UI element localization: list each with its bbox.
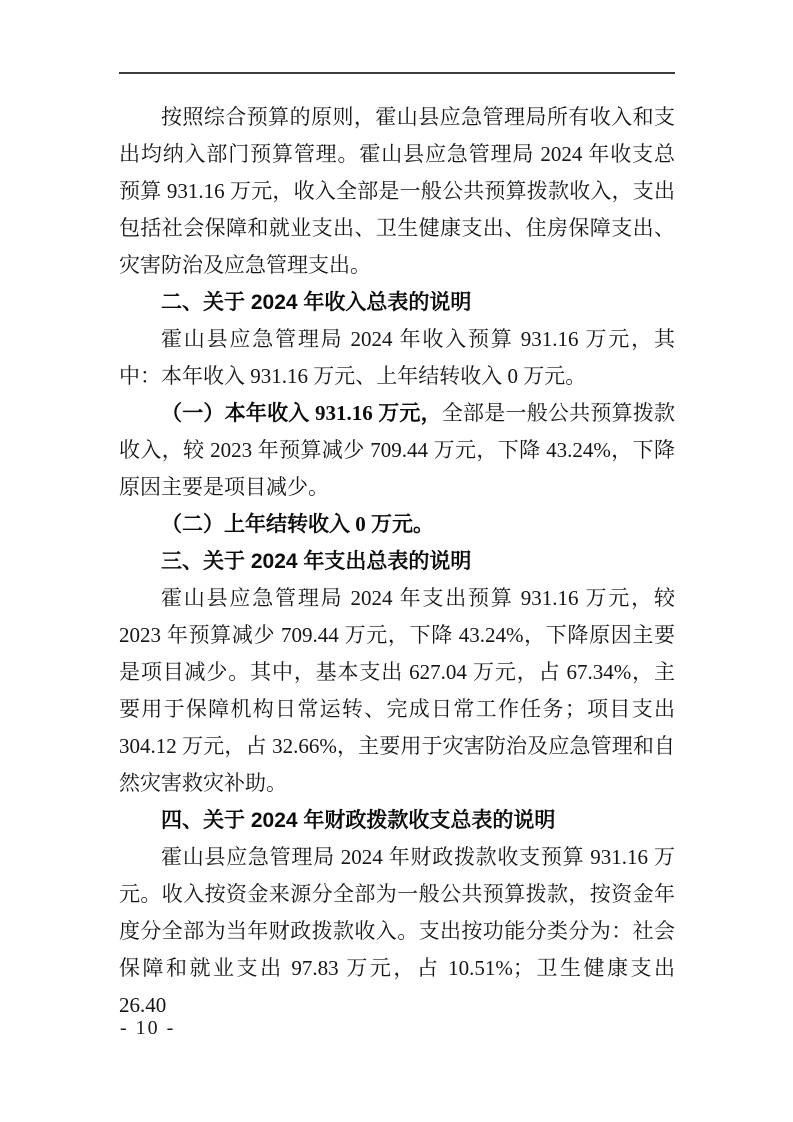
paragraph-current-year-income bbox=[119, 395, 675, 506]
paragraph-current-year-income-lead: （一）本年收入 931.16 万元， bbox=[161, 401, 442, 425]
document-body bbox=[119, 99, 675, 1024]
paragraph-fiscal-appropriation: 霍山县应急管理局 2024 年财政拨款收支预算 931.16 万元。收入按资金来源分全部为一般公共预算拨款，按资金年度分全部为当年财政拨款收入。支出按功能分类分为：社会保障和就业支出 97.83 万元，占 10.51%；卫生健康支出 26.40 bbox=[119, 845, 675, 1017]
paragraph-expenditure-detail: 霍山县应急管理局 2024 年支出预算 931.16 万元，较 2023 年预算减少 709.44 万元，下降 43.24%，下降原因主要是项目减少。其中，基本支出 627.04 万元，占 67.34%，主要用于保障机构日常运转、完成日常工作任务；项目支出 304.12 万元，占 32.66%，主要用于灾害防治及应急管理和自然灾害救灾补助。 bbox=[119, 586, 675, 795]
header-rule-divider bbox=[119, 72, 675, 74]
paragraph-budget-overview: 按照综合预算的原则，霍山县应急管理局所有收入和支出均纳入部门预算管理。霍山县应急管理局 2024 年收支总预算 931.16 万元，收入全部是一般公共预算拨款收入，支出包括社会保障和就业支出、卫生健康支出、住房保障支出、灾害防治及应急管理支出。 bbox=[119, 105, 675, 277]
paragraph-current-year-income-rest: 全部是一般公共预算拨款收入，较 2023 年预算减少 709.44 万元，下降 43.24%，下降原因主要是项目减少。 bbox=[119, 401, 676, 499]
heading-income-summary: 二、关于 2024 年收入总表的说明 bbox=[161, 291, 472, 314]
paragraph-carryover-income: （二）上年结转收入 0 万元。 bbox=[161, 512, 434, 536]
footer-page-number: - 10 - bbox=[120, 1017, 176, 1039]
paragraph-income-total: 霍山县应急管理局 2024 年收入预算 931.16 万元，其中：本年收入 931.16 万元、上年结转收入 0 万元。 bbox=[119, 327, 675, 388]
heading-fiscal-appropriation: 四、关于 2024 年财政拨款收支总表的说明 bbox=[161, 809, 556, 832]
heading-expenditure-summary: 三、关于 2024 年支出总表的说明 bbox=[161, 550, 472, 573]
